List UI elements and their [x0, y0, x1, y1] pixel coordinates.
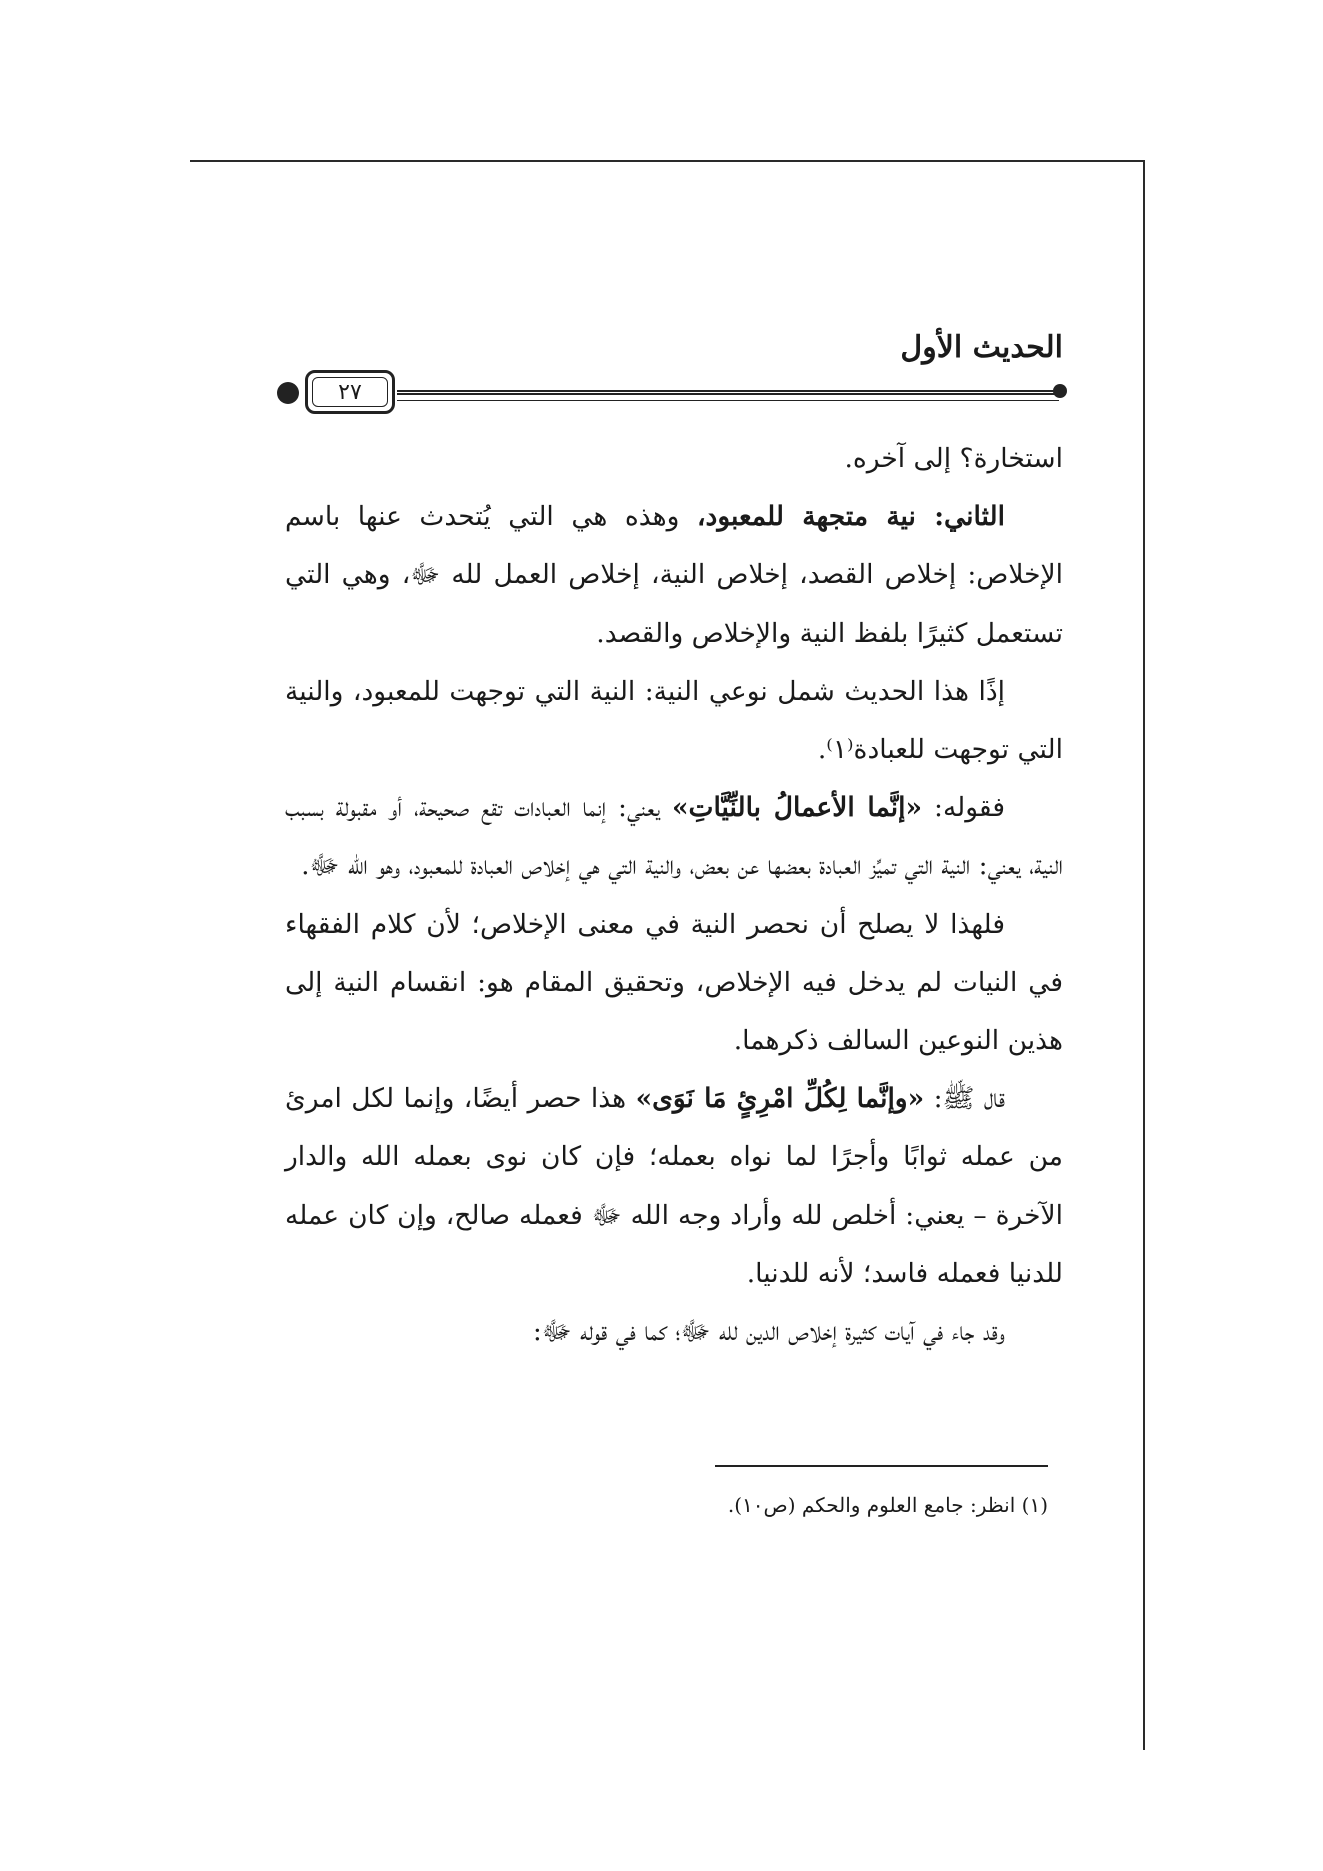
paragraph-6-text: هذا حصر أيضًا، وإنما لكل امرئ من عمله ثوابًا وأجرًا لما نواه بعمله؛ فإن كان نوى بعمله الله والدار الآخرة – يعني: أخلص لله وأراد وجه الله ﷻ فعمله صالح، وإن كان عمله للدنيا فعمله فاسد؛ لأنه للدنيا.	[285, 1083, 1063, 1289]
paragraph-7-text: وقد جاء في آيات كثيرة إخلاص الدين لله ﷻ؛ كما في قوله ﷻ:	[532, 1316, 1005, 1348]
paragraph-6	[285, 1070, 1063, 1303]
hadith-quote-1: «إنَّما الأعمالُ بالنِّيَّاتِ»	[671, 792, 923, 824]
footnote	[585, 1490, 1048, 1520]
hadith-quote-2: «وإنَّما لِكُلِّ امْرِئٍ مَا نَوَى»	[635, 1083, 925, 1115]
header-rule	[397, 390, 1059, 395]
paragraph-3-text: إذًا هذا الحديث شمل نوعي النية: النية التي توجهت للمعبود، والنية التي توجهت للعبادة⁽١⁾.	[285, 675, 1063, 766]
paragraph-3	[285, 663, 1063, 779]
page-header	[285, 330, 1063, 410]
badge-ornament-icon	[277, 382, 299, 404]
body-text	[285, 430, 1063, 1361]
page-number-badge	[305, 370, 395, 414]
paragraph-2-text: وهذه هي التي يُتحدث عنها باسم الإخلاص: إخلاص القصد، إخلاص النية، إخلاص العمل لله ﷻ، وهي التي تستعمل كثيرًا بلفظ النية والإخلاص والقصد.	[285, 501, 1063, 649]
paragraph-2-lead: الثاني: نية متجهة للمعبود،	[696, 501, 1005, 533]
paragraph-2	[285, 488, 1063, 663]
scan-border-right	[1143, 160, 1145, 1750]
page-number: ٢٧	[338, 379, 362, 405]
paragraph-7	[285, 1303, 1063, 1361]
paragraph-5-text: فلهذا لا يصلح أن نحصر النية في معنى الإخلاص؛ لأن كلام الفقهاء في النيات لم يدخل فيه الإخلاص، وتحقيق المقام هو: انقسام النية إلى هذين النوعين السالف ذكرهما.	[285, 908, 1063, 1057]
paragraph-5	[285, 896, 1063, 1071]
paragraph-1	[285, 430, 1063, 488]
scan-border-top	[190, 160, 1145, 162]
paragraph-6-pre: قال ﷺ:	[924, 1083, 1005, 1115]
rule-ornament-icon	[1053, 384, 1067, 398]
paragraph-4	[285, 779, 1063, 895]
footnote-separator	[715, 1465, 1048, 1467]
paragraph-1-text: استخارة؟ إلى آخره.	[844, 443, 1063, 474]
paragraph-4-pre: فقوله:	[922, 792, 1005, 824]
header-rule-thin	[397, 400, 1059, 401]
running-title: الحديث الأول	[900, 330, 1063, 365]
footnote-text: (١) انظر: جامع العلوم والحكم (ص١٠).	[727, 1493, 1048, 1517]
paragraph-4-text: يعني: إنما العبادات تقع صحيحة، أو مقبولة بسبب النية، يعني: النية التي تميِّز العبادة بعضها عن بعض، والنية التي هي إخلاص العبادة للمعبود، وهو الله ﷻ.	[285, 792, 1063, 882]
